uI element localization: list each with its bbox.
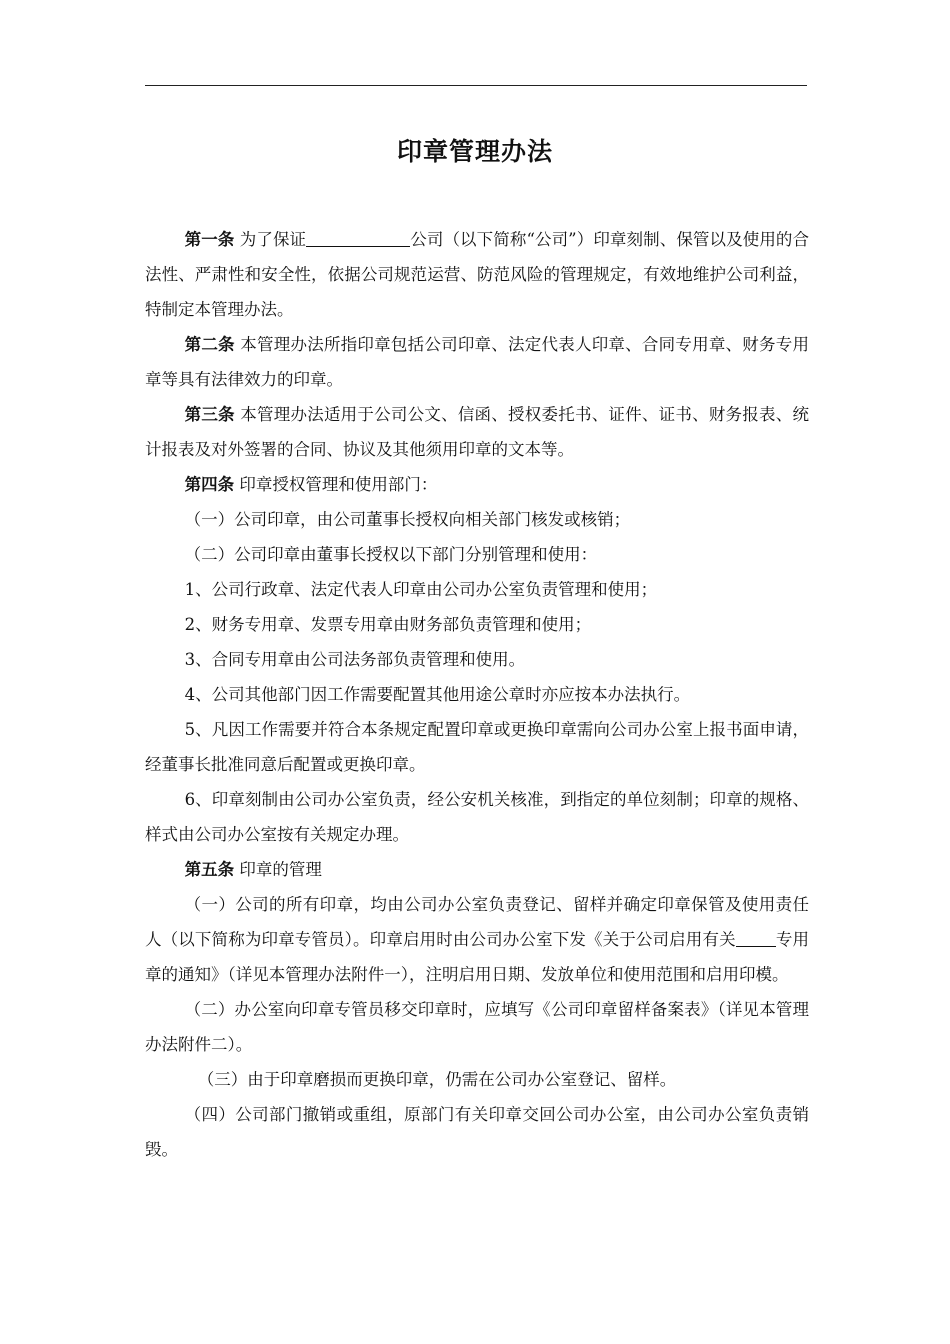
article-5-item-1 — [145, 887, 809, 992]
article-1 — [145, 222, 809, 327]
article-2-label: 第二条 — [184, 335, 235, 354]
article-3-text: 本管理办法适用于公司公文、信函、授权委托书、证件、证书、财务报表、统计报表及对外签署的合同、协议及其他须用印章的文本等。 — [145, 405, 809, 459]
company-name-blank — [306, 230, 410, 248]
article-1-text-after: 公司（以下简称“公司”）印章刻制、保管以及使用的合法性、严肃性和安全性，依据公司规范运营、防范风险的管理规定，有效地维护公司利益，特制定本管理办法。 — [145, 230, 810, 319]
article-4-item: （二）公司印章由董事长授权以下部门分别管理和使用： — [184, 545, 598, 564]
document-title: 印章管理办法 — [396, 137, 553, 166]
article-4-item: 3、合同专用章由公司法务部负责管理和使用。 — [184, 650, 526, 669]
article-5-item-4: （四）公司部门撤销或重组，原部门有关印章交回公司办公室，由公司办公室负责销毁。 — [145, 1105, 809, 1159]
article-3 — [145, 397, 809, 467]
article-5-text: 印章的管理 — [234, 860, 322, 879]
article-3-label: 第三条 — [184, 405, 235, 424]
article-4 — [145, 467, 809, 502]
article-4-label: 第四条 — [184, 475, 235, 494]
article-4-item: 4、公司其他部门因工作需要配置其他用途公章时亦应按本办法执行。 — [184, 685, 691, 704]
article-5 — [145, 852, 809, 887]
article-4-item: （一）公司印章，由公司董事长授权向相关部门核发或核销； — [184, 510, 631, 529]
article-5-item-1-before: （一）公司的所有印章，均由公司办公室负责登记、留样并确定印章保管及使用责任人（以下简称为印章专管员）。印章启用时由公司办公室下发《关于公司启用有关 — [145, 895, 809, 949]
article-5-label: 第五条 — [184, 860, 235, 879]
article-1-text-before: 为了保证 — [234, 230, 307, 249]
article-5-item-2: （二）办公室向印章专管员移交印章时，应填写《公司印章留样备案表》（详见本管理办法附件二）。 — [145, 1000, 809, 1054]
article-2-text: 本管理办法所指印章包括公司印章、法定代表人印章、合同专用章、财务专用章等具有法律效力的印章。 — [145, 335, 809, 389]
article-2 — [145, 327, 809, 397]
article-4-item: 5、凡因工作需要并符合本条规定配置印章或更换印章需向公司办公室上报书面申请，经董事长批准同意后配置或更换印章。 — [145, 720, 809, 774]
article-1-label: 第一条 — [184, 230, 235, 249]
header-rule — [145, 85, 807, 86]
article-5-item-3: （三）由于印章磨损而更换印章，仍需在公司办公室登记、留样。 — [197, 1070, 677, 1089]
article-4-text: 印章授权管理和使用部门： — [234, 475, 438, 494]
article-4-item: 2、财务专用章、发票专用章由财务部负责管理和使用； — [184, 615, 592, 634]
seal-type-blank — [736, 930, 776, 948]
article-5-item-1-after: 专用章的通知》（详见本管理办法附件一），注明启用日期、发放单位和使用范围和启用印模。 — [145, 930, 810, 984]
document-body — [145, 222, 809, 1167]
article-4-item: 6、印章刻制由公司办公室负责，经公安机关核准，到指定的单位刻制；印章的规格、样式由公司办公室按有关规定办理。 — [145, 790, 809, 844]
article-4-item: 1、公司行政章、法定代表人印章由公司办公室负责管理和使用； — [184, 580, 658, 599]
